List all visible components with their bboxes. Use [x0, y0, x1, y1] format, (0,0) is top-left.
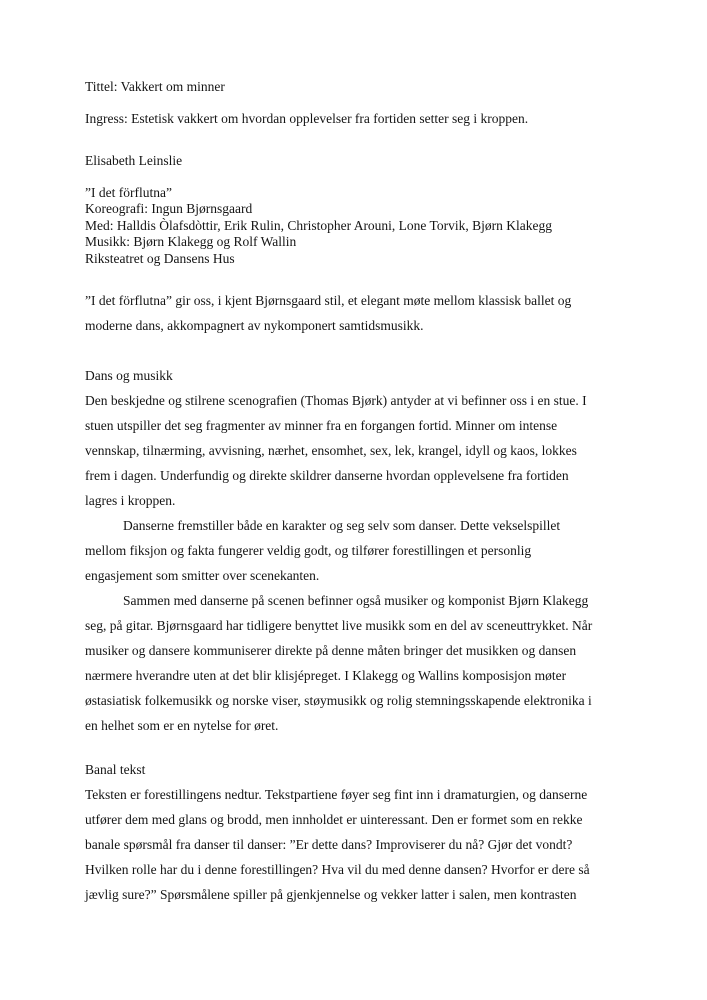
text-line: nærmere hverandre uten at det blir klisjépreget. I Klakegg og Wallins komposisjon møter	[85, 668, 567, 683]
text-line: moderne dans, akkompagnert av nykomponert samtidsmusikk.	[85, 318, 424, 333]
text-line: Den beskjedne og stilrene scenografien (Thomas Bjørk) antyder at vi befinner oss i en stue. I	[85, 393, 587, 408]
text-line: frem i dagen. Underfundig og direkte skildrer danserne hvordan opplevelsene fra fortiden	[85, 468, 569, 483]
text-line: Sammen med danserne på scenen befinner også musiker og komponist Bjørn Klakegg	[123, 593, 589, 608]
text-line: engasjement som smitter over scenekanten.	[85, 568, 320, 583]
text-line: ”I det förflutna” gir oss, i kjent Bjørnsgaard stil, et elegant møte mellom klassisk ballet og	[85, 293, 572, 308]
document-ingress-line: Ingress: Estetisk vakkert om hvordan opplevelser fra fortiden setter seg i kroppen.	[85, 110, 529, 126]
text-line: østasiatisk folkemusikk og norske viser, støymusikk og rolig stemningsskapende elektronika i	[85, 693, 592, 708]
text-line: mellom fiksjon og fakta fungerer veldig godt, og tilfører forestillingen et personlig	[85, 543, 532, 558]
text-line: Koreografi: Ingun Bjørnsgaard	[85, 201, 253, 216]
text-line: jævlig sure?” Spørsmålene spiller på gjenkjennelse og vekker latter i salen, men kontrasten	[85, 887, 577, 902]
text-line: lagres i kroppen.	[85, 493, 176, 508]
text-line: musiker og dansere kommuniserer direkte på denne måten bringer det musikken og dansen	[85, 643, 577, 658]
section-heading-dans-og-musikk: Dans og musikk	[85, 368, 173, 383]
document-title-line: Tittel: Vakkert om minner	[85, 79, 225, 94]
text-line: Med: Halldis Òlafsdòttir, Erik Rulin, Christopher Arouni, Lone Torvik, Bjørn Klakegg	[85, 217, 552, 233]
author-name: Elisabeth Leinslie	[85, 153, 183, 168]
text-line: ”I det förflutna”	[85, 184, 172, 200]
paragraph	[85, 513, 629, 588]
credits-block	[85, 185, 629, 268]
text-line: banale spørsmål fra danser til danser: ”Er dette dans? Improviserer du nå? Gjør det vondt?	[85, 837, 573, 852]
paragraph	[85, 588, 629, 738]
text-line: Musikk: Bjørn Klakegg og Rolf Wallin	[85, 234, 297, 249]
text-line: utfører dem med glans og brodd, men innholdet er uinteressant. Den er formet som en rekke	[85, 812, 583, 827]
intro-paragraph	[85, 288, 629, 338]
text-line: en helhet som er en nytelse for øret.	[85, 718, 279, 733]
section-heading-banal-tekst: Banal tekst	[85, 762, 146, 777]
text-line: seg, på gitar. Bjørnsgaard har tidligere benyttet live musikk som en del av sceneuttrykket. Når	[85, 618, 593, 633]
text-line: stuen utspiller det seg fragmenter av minner fra en forgangen fortid. Minner om intense	[85, 418, 558, 433]
text-line: vennskap, tilnærming, avvisning, nærhet, ensomhet, sex, lek, krangel, idyll og kaos, lokkes	[85, 443, 577, 458]
text-line: Riksteatret og Dansens Hus	[85, 250, 235, 266]
paragraph	[85, 388, 629, 513]
text-line: Danserne fremstiller både en karakter og seg selv som danser. Dette vekselspillet	[123, 518, 561, 533]
paragraph	[85, 782, 629, 907]
text-line: Hvilken rolle har du i denne forestillingen? Hva vil du med denne dansen? Hvorfor er dere så	[85, 862, 590, 877]
text-line: Teksten er forestillingens nedtur. Tekstpartiene føyer seg fint inn i dramaturgien, og danserne	[85, 787, 588, 802]
